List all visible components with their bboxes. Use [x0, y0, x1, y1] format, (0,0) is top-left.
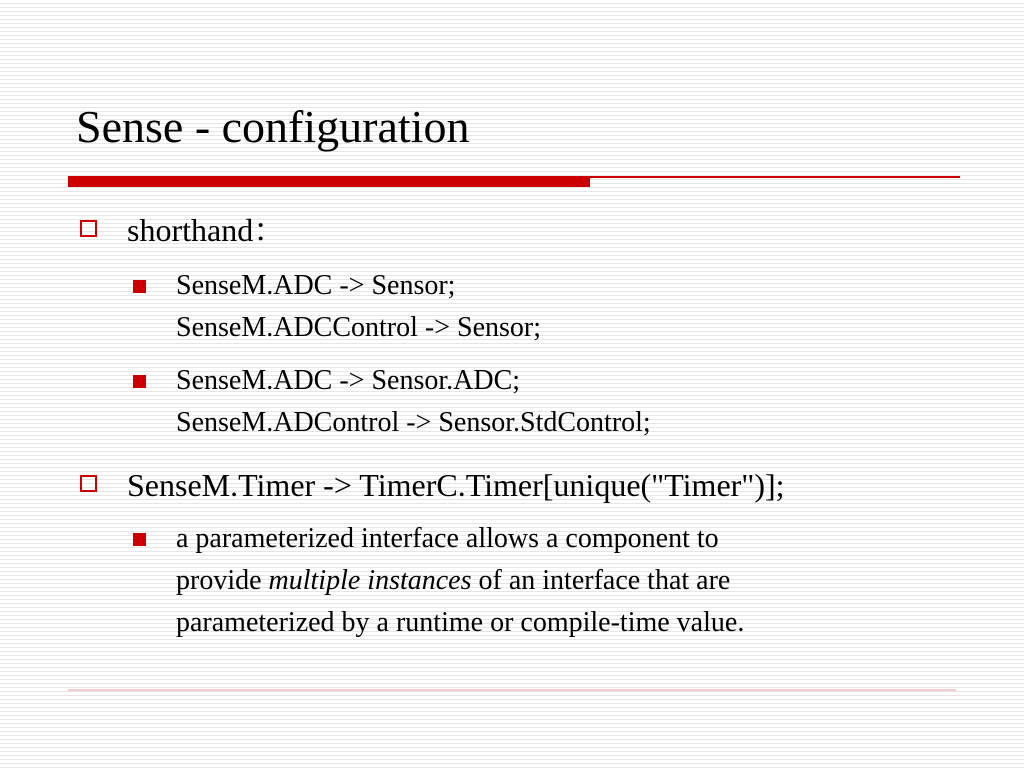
- code-line: SenseM.ADC -> Sensor;: [176, 270, 456, 301]
- emphasis-text: multiple instances: [268, 565, 472, 596]
- hollow-square-icon: [80, 220, 97, 237]
- text-segment: provide: [176, 565, 269, 596]
- sub-bullet-parameterized-interface: [176, 518, 744, 644]
- hollow-square-icon: [80, 475, 97, 492]
- text-line: parameterized by a runtime or compile-time value.: [176, 607, 745, 638]
- footer-rule: [68, 689, 956, 691]
- slide-title: Sense - configuration: [76, 101, 470, 152]
- text-line: [176, 560, 744, 602]
- sub-bullet-sensor-adc: [176, 360, 651, 444]
- code-line: SenseM.ADCControl -> Sensor;: [176, 312, 542, 343]
- filled-square-icon: [133, 533, 146, 546]
- bullet-timer: SenseM.Timer -> TimerC.Timer[unique("Timer")];: [127, 467, 785, 503]
- text-line: a parameterized interface allows a component to: [176, 523, 719, 554]
- text-segment: of an interface that are: [471, 565, 731, 596]
- title-underline-thick: [68, 176, 590, 187]
- code-line: SenseM.ADC -> Sensor.ADC;: [176, 365, 521, 396]
- filled-square-icon: [133, 375, 146, 388]
- sub-bullet-sensor: [176, 265, 541, 349]
- filled-square-icon: [133, 280, 146, 293]
- code-line: SenseM.ADControl -> Sensor.StdControl;: [176, 407, 651, 438]
- bullet-shorthand: shorthand：: [127, 212, 286, 248]
- title-underline-thin: [590, 176, 960, 178]
